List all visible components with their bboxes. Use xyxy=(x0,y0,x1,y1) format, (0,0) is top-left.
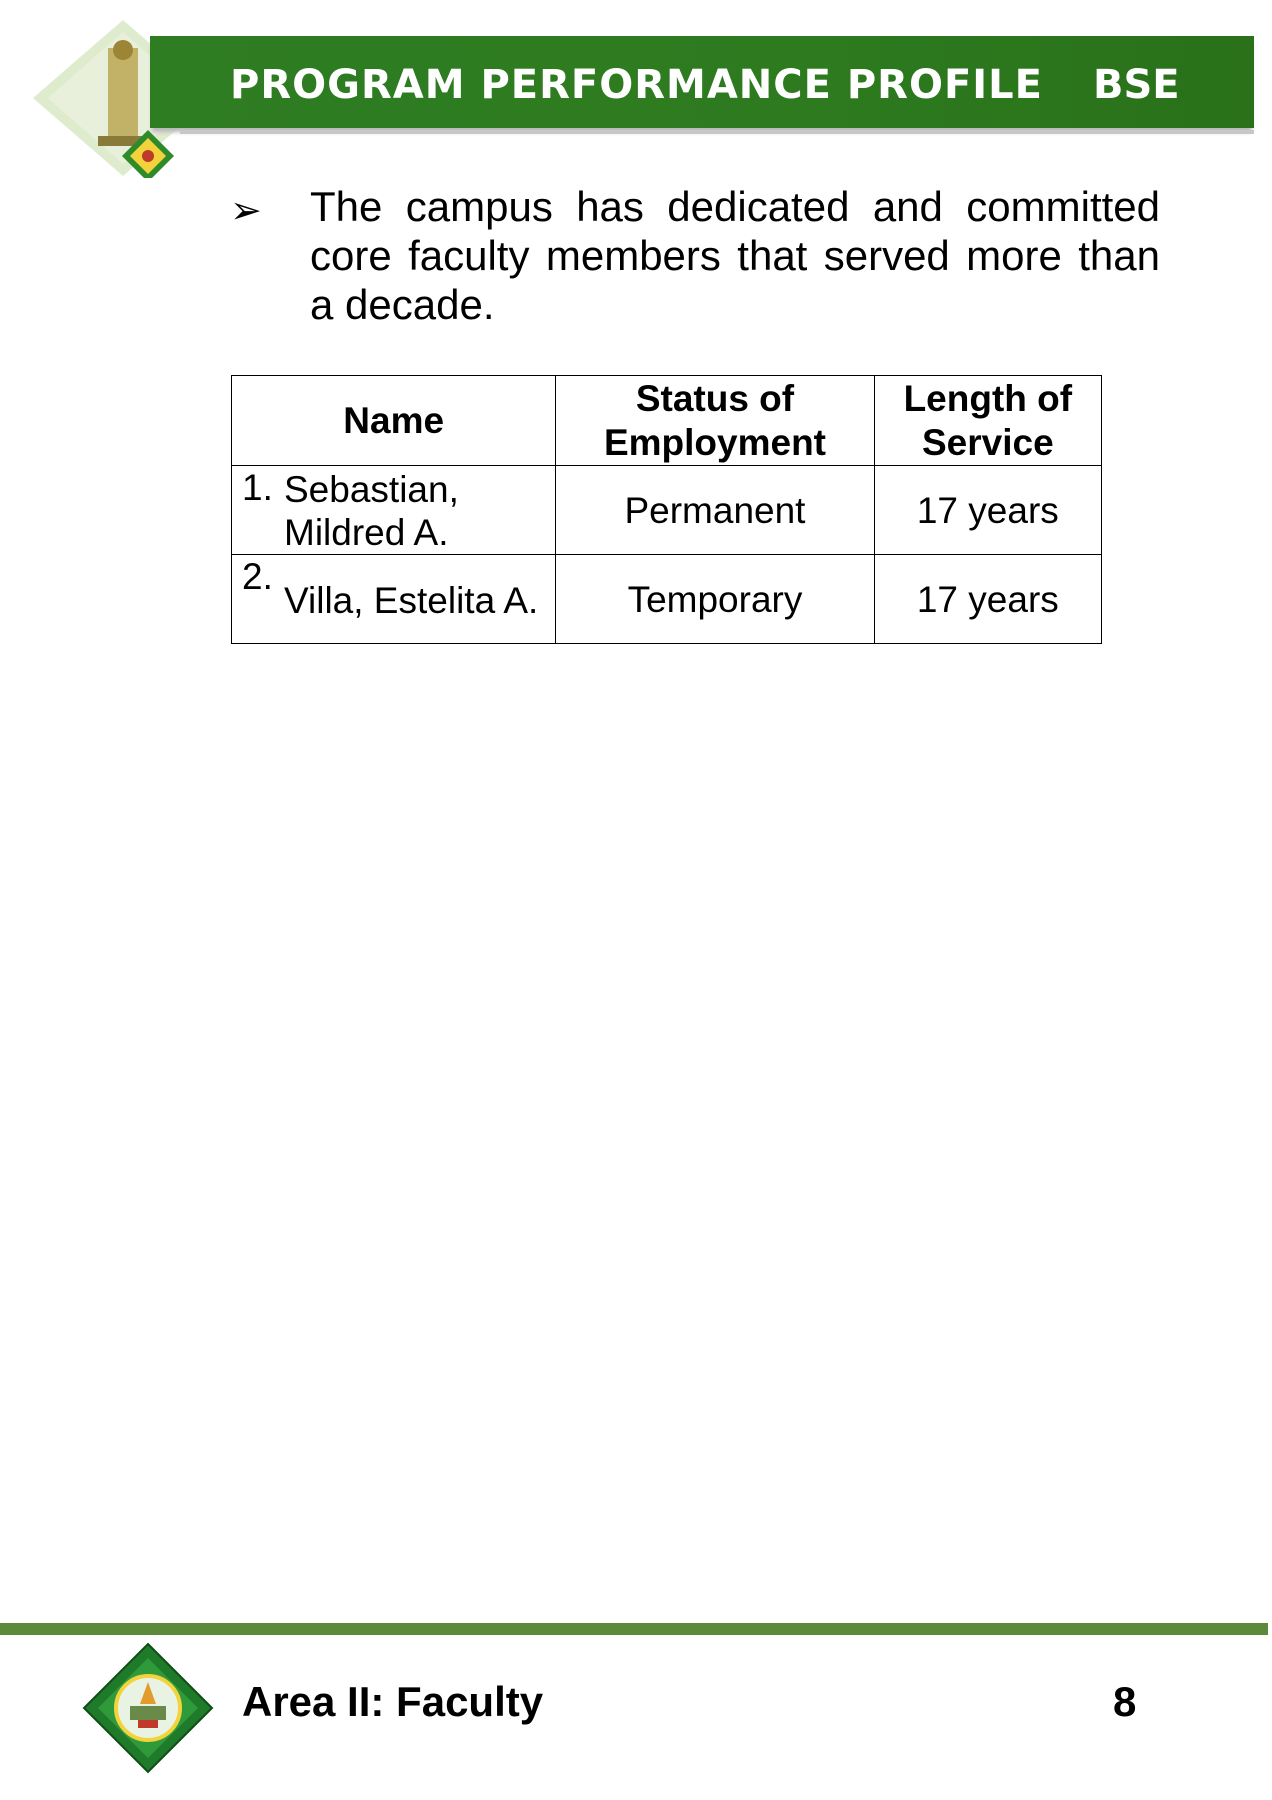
arrow-bullet-icon: ➢ xyxy=(230,190,262,232)
footer-divider xyxy=(0,1623,1268,1635)
page-number: 8 xyxy=(1113,1678,1137,1725)
row-number: 2. xyxy=(242,556,273,597)
name-cell xyxy=(232,466,556,555)
header-name: Name xyxy=(232,376,556,466)
header-length: Length of Service xyxy=(874,376,1101,466)
faculty-table xyxy=(231,375,1102,644)
row-number: 1. xyxy=(242,467,273,508)
university-seal-icon xyxy=(82,1642,214,1774)
length-cell: 17 years xyxy=(874,466,1101,555)
header-status: Status of Employment xyxy=(556,376,874,466)
table-header-row xyxy=(232,376,1102,466)
footer-area-label: Area II: Faculty xyxy=(242,1678,544,1725)
status-cell: Temporary xyxy=(556,555,874,644)
status-cell: Permanent xyxy=(556,466,874,555)
header-underline xyxy=(180,130,1254,134)
faculty-name: Villa, Estelita A. xyxy=(284,579,539,621)
page-title: PROGRAM PERFORMANCE PROFILE xyxy=(230,62,1043,108)
faculty-name: Sebastian, Mildred A. xyxy=(284,469,459,553)
program-code: BSE xyxy=(1093,62,1180,108)
table-row xyxy=(232,555,1102,644)
length-cell: 17 years xyxy=(874,555,1101,644)
intro-paragraph: The campus has dedicated and committed core faculty members that served more than a decade. xyxy=(310,183,1160,328)
name-cell xyxy=(232,555,556,644)
table-row xyxy=(232,466,1102,555)
